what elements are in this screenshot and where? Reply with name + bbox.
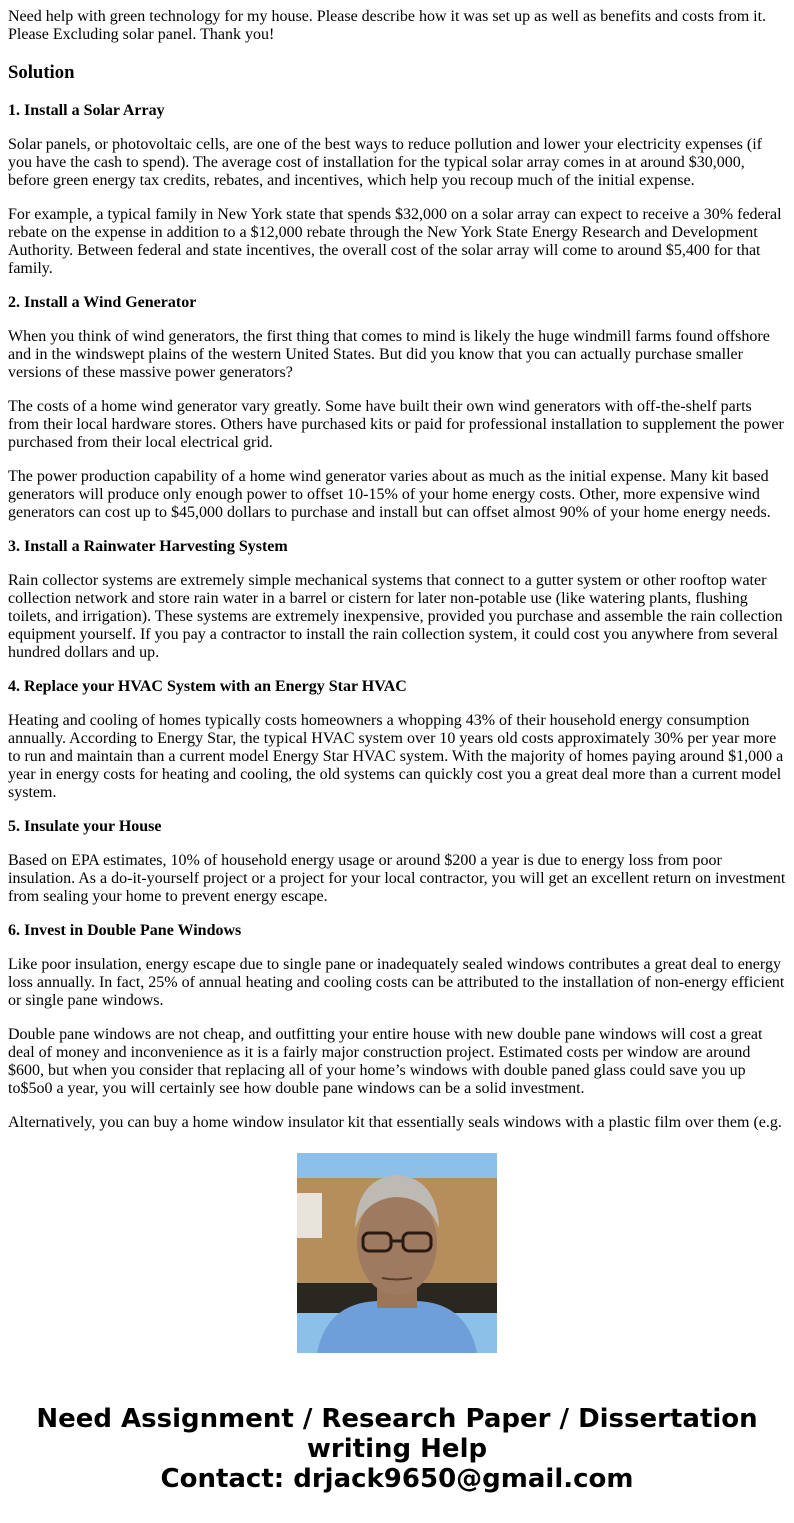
paragraph: Heating and cooling of homes typically costs homeowners a whopping 43% of their household energy consumption annually. According to Energy Star, the typical HVAC system over 10 years old costs approximately 30% per year more to run and maintain than a current model Energy Star HVAC system. With the majority of homes paying around $1,000 a year in energy costs for heating and cooling, the old systems can quickly cost you a great deal more than a current model system. (8, 712, 784, 801)
paragraph: Like poor insulation, energy escape due to single pane or inadequately sealed windows contributes a great deal to energy loss annually. In fact, 25% of annual heating and cooling costs can be attributed to the installation of non-energy efficient or single pane windows. (8, 956, 785, 1009)
paragraph: The power production capability of a home wind generator varies about as much as the initial expense. Many kit based generators will produce only enough power to offset 10-15% of your home energy costs. Other, more expensive wind generators can cost up to $45,000 dollars to purchase and install but can offset almost 90% of your home energy needs. (8, 468, 771, 521)
section-title: 6. Invest in Double Pane Windows (8, 922, 242, 939)
section-title: 2. Install a Wind Generator (8, 294, 197, 311)
section-title: 4. Replace your HVAC System with an Energy Star HVAC (8, 678, 407, 695)
paragraph: Based on EPA estimates, 10% of household energy usage or around $200 a year is due to energy loss from poor insulation. As a do-it-yourself project or a project for your local contractor, you will get an excellent return on investment from sealing your home to prevent energy escape. (8, 852, 786, 905)
contact-banner (0, 1404, 794, 1494)
author-avatar (297, 1153, 497, 1353)
section-title: 5. Insulate your House (8, 818, 162, 835)
paragraph: Double pane windows are not cheap, and outfitting your entire house with new double pane windows will cost a great deal of money and inconvenience as it is a fairly major construction project. Estimated costs per window are around $600, but when you consider that replacing all of your home’s windows with double paned glass could save you up to$5o0 a year, you will certainly see how double pane windows can be a solid investment. (8, 1026, 763, 1097)
contact-email: Contact: drjack9650@gmail.com (160, 1464, 634, 1494)
banner-line-2: writing Help (306, 1434, 488, 1464)
person-photo-icon (297, 1153, 497, 1353)
paragraph: Rain collector systems are extremely simple mechanical systems that connect to a gutter system or other rooftop water collection network and store rain water in a barrel or cistern for later non-potable use (like watering plants, flushing toilets, and irrigation). These systems are extremely inexpensive, provided you purchase and assemble the rain collection equipment yourself. If you pay a contractor to install the rain collection system, it could cost you anywhere from several hundred dollars and up. (8, 572, 783, 661)
banner-line-1: Need Assignment / Research Paper / Dissertation (36, 1404, 758, 1434)
answer-content (8, 8, 786, 1131)
section-title: 1. Install a Solar Array (8, 102, 165, 119)
paragraph: For example, a typical family in New York state that spends $32,000 on a solar array can expect to receive a 30% federal rebate on the expense in addition to a $12,000 rebate through the New York State Energy Research and Development Authority. Between federal and state incentives, the overall cost of the solar array will come to around $5,400 for that family. (8, 206, 782, 277)
solution-heading: Solution (8, 62, 75, 83)
paragraph: Solar panels, or photovoltaic cells, are one of the best ways to reduce pollution and lower your electricity expenses (if you have the cash to spend). The average cost of installation for the typical solar array comes in at around $30,000, before green energy tax credits, rebates, and incentives, which help you recoup much of the initial expense. (8, 136, 762, 189)
paragraph: Alternatively, you can buy a home window insulator kit that essentially seals windows with a plastic film over them (e.g. (8, 1114, 782, 1131)
section-title: 3. Install a Rainwater Harvesting System (8, 538, 288, 555)
question-text: Need help with green technology for my house. Please describe how it was set up as well as benefits and costs from it. Please Excluding solar panel. Thank you! (8, 8, 767, 43)
paragraph: The costs of a home wind generator vary greatly. Some have built their own wind generators with off-the-shelf parts from their local hardware stores. Others have purchased kits or paid for professional installation to supplement the power purchased from their local electrical grid. (8, 398, 784, 451)
paragraph: When you think of wind generators, the first thing that comes to mind is likely the huge windmill farms found offshore and in the windswept plains of the western United States. But did you know that you can actually purchase smaller versions of these massive power generators? (8, 328, 770, 381)
